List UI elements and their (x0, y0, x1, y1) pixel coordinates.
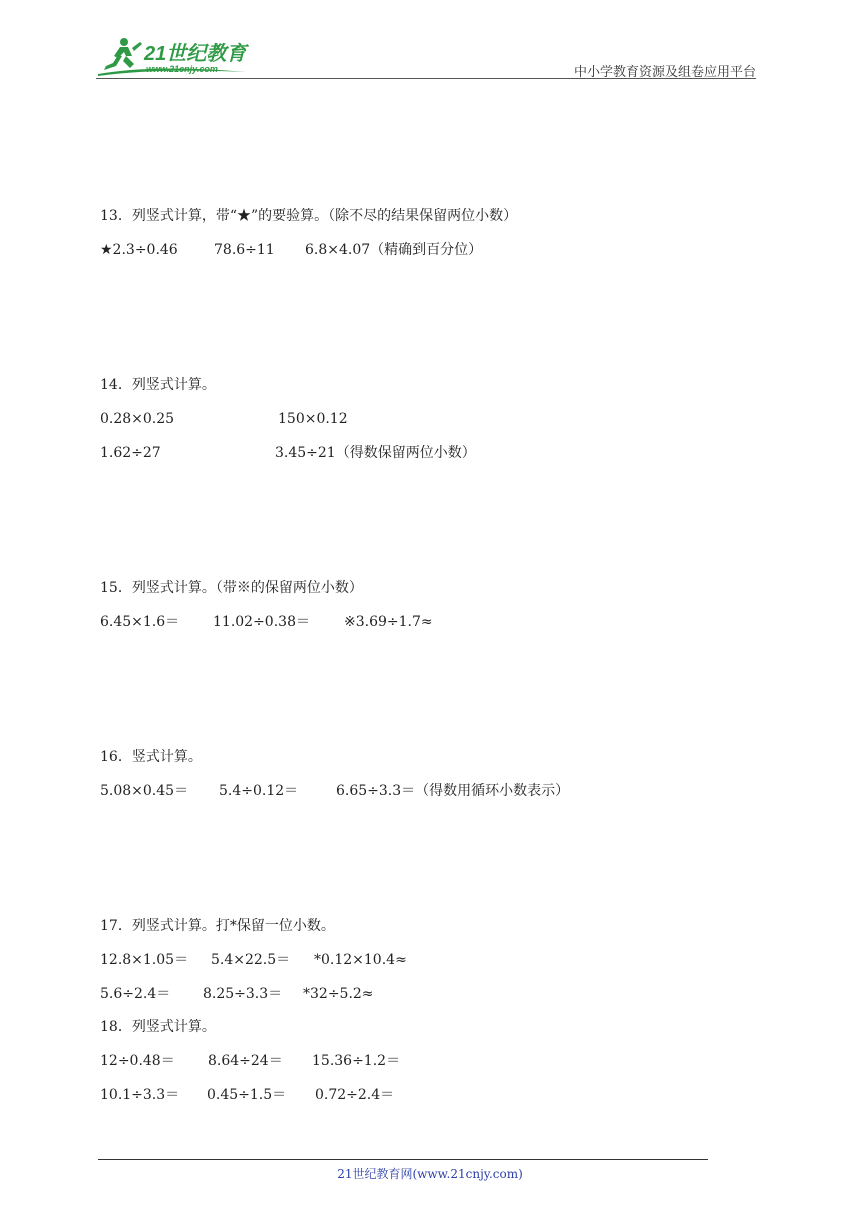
problem: 5.08×0.45＝ (100, 783, 189, 799)
problem: 1.62÷27 (100, 445, 161, 461)
logo-url-text: www.21cnjy.com (146, 64, 218, 74)
problem: 5.6÷2.4＝ (100, 986, 171, 1002)
problem: ★2.3÷0.46 (100, 242, 178, 258)
header-divider (96, 78, 756, 79)
site-logo (96, 34, 266, 78)
question-15-title: 15．列竖式计算。（带※的保留两位小数） (100, 580, 363, 596)
problem: 11.02÷0.38＝ (213, 614, 310, 630)
problem: 5.4×22.5＝ (211, 952, 291, 968)
problem: 6.65÷3.3＝（得数用循环小数表示） (336, 783, 570, 799)
problem: 12÷0.48＝ (100, 1053, 175, 1069)
problem: 6.45×1.6＝ (100, 614, 180, 630)
problem: *0.12×10.4≈ (314, 952, 407, 968)
problem: 5.4÷0.12＝ (219, 783, 299, 799)
problem: 15.36÷1.2＝ (312, 1053, 401, 1069)
problem: 10.1÷3.3＝ (100, 1087, 180, 1103)
footer-divider (98, 1159, 708, 1160)
question-17-title: 17．列竖式计算。打*保留一位小数。 (100, 918, 335, 934)
question-16-title: 16．竖式计算。 (100, 749, 202, 765)
problem: ※3.69÷1.7≈ (344, 614, 433, 630)
question-13-title: 13．列竖式计算，带“★”的要验算。（除不尽的结果保留两位小数） (100, 208, 518, 224)
logo-main-text: 21世纪教育 (144, 43, 247, 65)
footer-link[interactable]: 21世纪教育网(www.21cnjy.com) (337, 1167, 523, 1181)
question-14-title: 14．列竖式计算。 (100, 377, 216, 393)
question-18-title: 18．列竖式计算。 (100, 1019, 216, 1035)
problem: *32÷5.2≈ (303, 986, 374, 1002)
problem: 12.8×1.05＝ (100, 952, 189, 968)
problem: 78.6÷11 (214, 242, 275, 258)
problem: 0.72÷2.4＝ (315, 1087, 395, 1103)
problem: 150×0.12 (278, 411, 348, 427)
problem: 8.25÷3.3＝ (203, 986, 283, 1002)
problem: 6.8×4.07（精确到百分位） (305, 242, 483, 258)
problem: 8.64÷24＝ (208, 1053, 283, 1069)
problem: 3.45÷21（得数保留两位小数） (275, 445, 476, 461)
problem: 0.28×0.25 (100, 411, 175, 427)
header-tagline: 中小学教育资源及组卷应用平台 (573, 65, 756, 80)
problem: 0.45÷1.5＝ (207, 1087, 287, 1103)
